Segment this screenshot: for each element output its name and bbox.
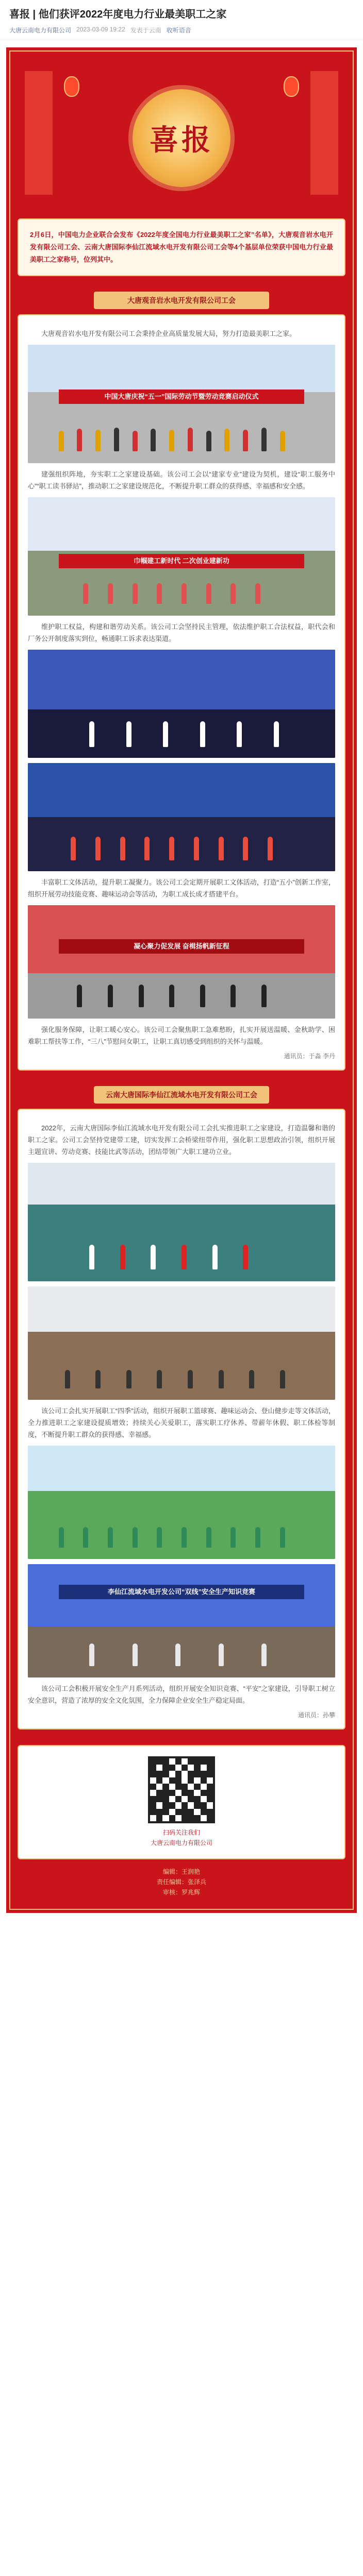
section1-para-1: 建强组织阵地，夯实职工之家建设基础。该公司工会以“建家专业”建设为契机，建设“职工服务中心”“职工读书驿站”，推动职工之家建设规范化，不断提升职工群众的获得感、幸福感和安全感。 bbox=[28, 470, 335, 490]
credits bbox=[18, 1867, 345, 1897]
section1-author: 通讯员：于淼 李丹 bbox=[284, 1053, 335, 1060]
left-flag-decoration bbox=[25, 71, 53, 195]
article-meta bbox=[9, 26, 354, 35]
section1-para-2: 维护职工权益，构建和谐劳动关系。该公司工会坚持民主管理，依法维护职工合法权益，职代会和厂务公开制度落实到位，畅通职工诉求表达渠道。 bbox=[28, 623, 335, 642]
credit-editor: 编辑：王润艳 bbox=[162, 1868, 200, 1875]
photo-banner: 李仙江流域水电开发公司“双线”安全生产知识竞赛 bbox=[59, 1585, 305, 1599]
qr-caption bbox=[29, 1827, 334, 1848]
photo-green-team bbox=[28, 1446, 335, 1559]
publish-location: 发表于云南 bbox=[130, 27, 161, 34]
section2-para-1: 该公司工会扎实开展职工“四季”活动，组织开展职工篮球赛、趣味运动会、登山健步走等文体活动，全力推进职工之家建设提质增效；持续关心关爱职工，落实职工疗休养、带薪年休假、职工体检等制度，不断提升职工群众的获得感、幸福感。 bbox=[28, 1407, 335, 1438]
photo-group-stage bbox=[28, 763, 335, 871]
credit-reviewer: 审核：罗兆辉 bbox=[162, 1889, 200, 1896]
lantern-icon bbox=[284, 76, 299, 97]
photo-basketball bbox=[28, 1163, 335, 1281]
photo-ceremony bbox=[28, 345, 335, 463]
intro-box bbox=[18, 218, 345, 276]
xibao-banner bbox=[18, 61, 345, 215]
intro-text: 2月6日，中国电力企业联合会发布《2022年度全国电力行业最美职工之家”名单》，大唐观音岩水电开发有限公司工会、云南大唐国际李仙江流域水电开发有限公司工会等4个基层单位荣获中国电力行业最美职工之家称号，位列其中。 bbox=[30, 231, 333, 263]
xibao-title: 喜报 bbox=[150, 123, 213, 157]
section1-card bbox=[18, 314, 345, 1071]
qr-code-icon[interactable] bbox=[148, 1756, 215, 1823]
section1-para-3: 丰富职工文体活动，提升职工凝聚力。该公司工会定期开展职工文体活动，打造“五小”创新工作室，组织开展劳动技能竞赛、趣味运动会等活动，为职工成长成才搭建平台。 bbox=[28, 878, 335, 898]
qr-footer bbox=[18, 1745, 345, 1859]
photo-stage-event bbox=[28, 650, 335, 758]
qr-caption-line-2: 大唐云南电力有限公司 bbox=[150, 1839, 212, 1846]
photo-banner: 凝心聚力促发展 奋楫扬帆新征程 bbox=[59, 939, 305, 954]
article-header bbox=[0, 0, 363, 40]
section1-para-4: 强化服务保障，让职工暖心安心。该公司工会聚焦职工急难愁盼，扎实开展送温暖、金秋助学、困难职工帮扶等工作，“三八”节慰问女职工，让职工真切感受到组织的关怀与温暖。 bbox=[28, 1026, 335, 1045]
section2-card bbox=[18, 1109, 345, 1730]
section2-para-2: 该公司工会积极开展安全生产月系列活动，组织开展安全知识竞赛、“平安”之家建设，引导职工树立安全意识，营造了浓厚的安全文化氛围，全力保障企业安全生产稳定局面。 bbox=[28, 1685, 335, 1704]
section1-title: 大唐观音岩水电开发有限公司工会 bbox=[94, 292, 269, 309]
right-flag-decoration bbox=[310, 71, 338, 195]
poster bbox=[6, 47, 357, 1913]
section2-para-0: 2022年，云南大唐国际李仙江流域水电开发有限公司工会扎实推进职工之家建设，打造温馨和谐的职工之家。公司工会坚持党建带工建，切实发挥工会桥梁纽带作用，强化职工思想政治引领，组织开展主题宣讲、劳动竞赛、技能比武等活动，团结带领广大职工建功立业。 bbox=[28, 1124, 335, 1156]
photo-women-team bbox=[28, 497, 335, 616]
account-link[interactable]: 大唐云南电力有限公司 bbox=[9, 27, 72, 34]
section1-para-0: 大唐观音岩水电开发有限公司工会秉持企业高质量发展大局，努力打造最美职工之家。 bbox=[41, 330, 296, 337]
photo-safety-contest bbox=[28, 1564, 335, 1677]
article-title: 喜报 | 他们获评2022年度电力行业最美职工之家 bbox=[9, 9, 227, 20]
photo-award bbox=[28, 905, 335, 1019]
credit-chief-editor: 责任编辑：张泽兵 bbox=[156, 1878, 206, 1886]
lantern-icon bbox=[64, 76, 79, 97]
photo-meeting bbox=[28, 1286, 335, 1400]
photo-banner: 巾帼建工新时代 二次创业建新功 bbox=[59, 554, 305, 568]
qr-caption-line-1: 扫码关注我们 bbox=[162, 1829, 200, 1836]
listen-audio-link[interactable]: 收听语音 bbox=[166, 27, 191, 34]
xibao-emblem bbox=[133, 89, 230, 187]
photo-banner: 中国大唐庆祝“五一”国际劳动节暨劳动竞赛启动仪式 bbox=[59, 389, 305, 404]
publish-date: 2023-03-09 19:22 bbox=[76, 26, 125, 33]
section2-title: 云南大唐国际李仙江流域水电开发有限公司工会 bbox=[94, 1086, 269, 1104]
section2-author: 通讯员：孙攀 bbox=[298, 1711, 335, 1719]
